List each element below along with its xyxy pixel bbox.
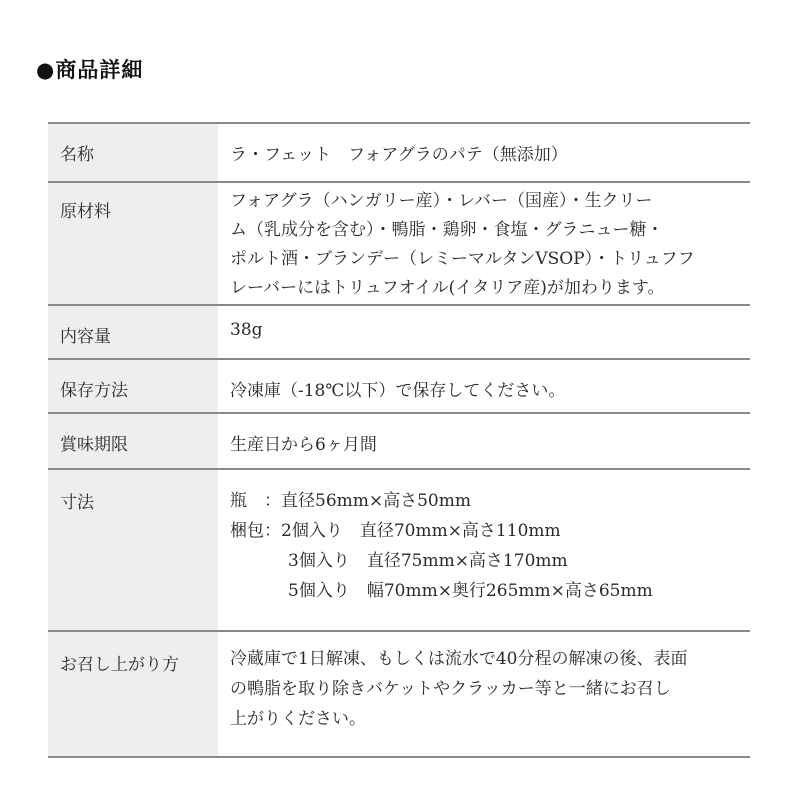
value-line: レーバーにはトリュフオイル(イタリア産)が加わります。 xyxy=(230,278,665,298)
table-row-dimensions xyxy=(48,470,750,632)
row-value xyxy=(218,124,750,181)
product-detail-table xyxy=(48,122,750,758)
value-line: ポルト酒・ブランデー（レミーマルタンVSOP）・トリュフフ xyxy=(230,249,695,269)
row-label: 名称 xyxy=(48,124,218,181)
value-line: の鴨脂を取り除きバケットやクラッカー等と一緒にお召し xyxy=(230,679,671,699)
value-line: ム（乳成分を含む）・鴨脂・鶏卵・食塩・グラニュー糖・ xyxy=(230,220,664,240)
row-label: 寸法 xyxy=(48,470,218,630)
row-label: 保存方法 xyxy=(48,360,218,412)
row-label: 内容量 xyxy=(48,306,218,358)
table-row-content-amount xyxy=(48,306,750,360)
table-row-storage xyxy=(48,360,750,414)
table-row-expiry xyxy=(48,414,750,470)
row-label: 原材料 xyxy=(48,183,218,304)
table-row-ingredients xyxy=(48,183,750,306)
value-line: 上がりください。 xyxy=(230,709,366,729)
section-heading: ●商品詳細 xyxy=(36,58,144,82)
row-label: 賞味期限 xyxy=(48,414,218,468)
value-line: 梱包：2個入り 直径70mm×高さ110mm xyxy=(230,521,561,541)
row-value xyxy=(218,306,750,358)
row-value xyxy=(218,632,750,756)
value-line: フォアグラ（ハンガリー産）・レバー（国産）・生クリー xyxy=(230,191,653,211)
value-line: 瓶 ：直径56mm×高さ50mm xyxy=(230,491,471,511)
table-row-name xyxy=(48,124,750,183)
row-label: お召し上がり方 xyxy=(48,632,218,756)
row-value xyxy=(218,183,750,304)
row-value xyxy=(218,414,750,468)
value-line: 生産日から6ヶ月間 xyxy=(230,435,377,455)
row-value xyxy=(218,360,750,412)
row-value xyxy=(218,470,750,630)
value-line: 38g xyxy=(230,320,263,340)
value-line: ラ・フェット フォアグラのパテ（無添加） xyxy=(230,145,568,165)
value-line: 冷蔵庫で1日解凍、もしくは流水で40分程の解凍の後、表面 xyxy=(230,649,688,669)
value-line: 5個入り 幅70mm×奥行265mm×高さ65mm xyxy=(288,581,653,601)
value-line: 3個入り 直径75mm×高さ170mm xyxy=(288,551,568,571)
value-line: 冷凍庫（-18℃以下）で保存してください。 xyxy=(230,381,566,401)
table-row-how-to-eat xyxy=(48,632,750,758)
